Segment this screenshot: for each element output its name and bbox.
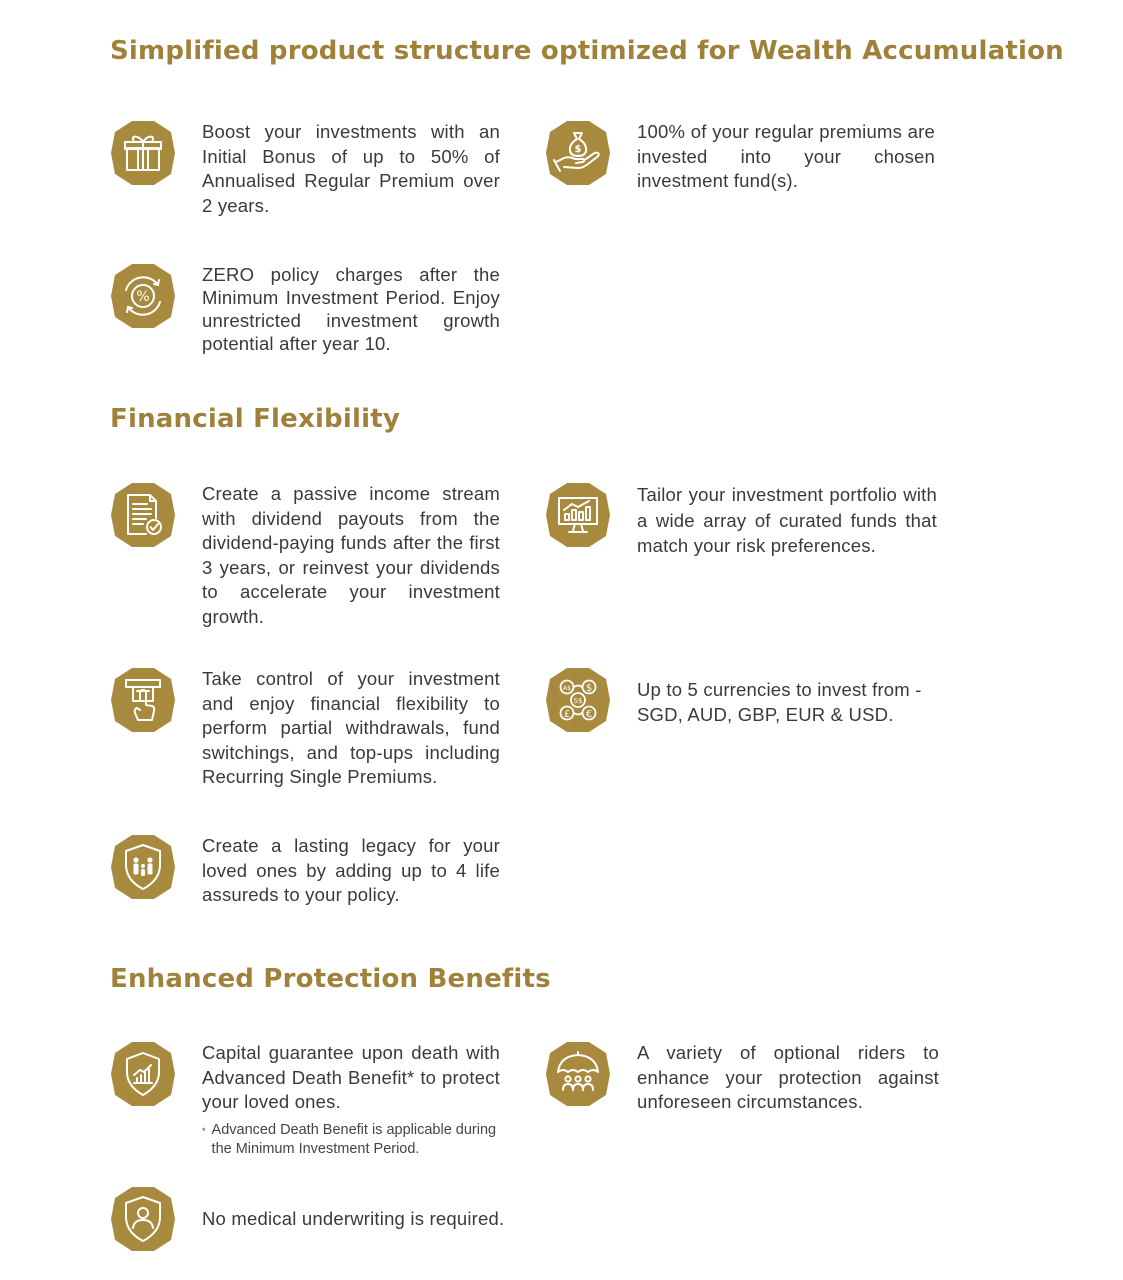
cash-withdrawal-icon	[110, 667, 176, 733]
section-heading-wealth-accumulation: Simplified product structure optimized for Wealth Accumulation	[110, 36, 1064, 66]
footnote-text: Advanced Death Benefit is applicable during the Minimum Investment Period.	[211, 1122, 497, 1157]
section-heading-financial-flexibility: Financial Flexibility	[110, 404, 400, 434]
benefit-text: A variety of optional riders to enhance your protection against unforeseen circumstances.	[637, 1042, 939, 1113]
benefit-text: ZERO policy charges after the Minimum Investment Period. Enjoy unrestricted investment growth potential after year 10.	[202, 264, 500, 354]
footnote-marker: *	[202, 1126, 206, 1136]
person-shield-icon	[110, 1186, 176, 1252]
benefit-text: No medical underwriting is required.	[202, 1208, 505, 1229]
svg-text:S$: S$	[573, 697, 583, 705]
benefit-text: Boost your investments with an Initial Bonus of up to 50% of Annualised Regular Premium over 2 years.	[202, 121, 500, 216]
svg-text:%: %	[136, 289, 150, 305]
benefit-text: Take control of your investment and enjoy financial flexibility to perform partial withdrawals, fund switchings, and top-ups including Recurring Single Premiums.	[202, 668, 500, 788]
svg-text:$: $	[574, 144, 582, 155]
family-shield-icon	[110, 834, 176, 900]
svg-text:£: £	[563, 709, 571, 720]
svg-text:€: €	[585, 709, 593, 720]
section-heading-protection-benefits: Enhanced Protection Benefits	[110, 964, 551, 994]
monitor-chart-icon	[545, 482, 611, 548]
gift-icon	[110, 120, 176, 186]
svg-text:A$: A$	[563, 685, 571, 692]
advanced-death-benefit-footnote	[202, 1121, 502, 1158]
document-check-icon	[110, 482, 176, 548]
benefit-text: Create a passive income stream with dividend payouts from the dividend-paying funds after the first 3 years, or reinvest your dividends to accelerate your investment growth.	[202, 483, 500, 627]
percent-cycle-icon	[110, 263, 176, 329]
money-bag-hand-icon	[545, 120, 611, 186]
currency-exchange-icon	[545, 667, 611, 733]
benefit-text: 100% of your regular premiums are invested into your chosen investment fund(s).	[637, 121, 935, 192]
shield-chart-icon	[110, 1041, 176, 1107]
benefit-text: Tailor your investment portfolio with a wide array of curated funds that match your risk preferences.	[637, 484, 937, 556]
umbrella-people-icon	[545, 1041, 611, 1107]
svg-text:$: $	[585, 683, 593, 694]
benefit-text: Up to 5 currencies to invest from - SGD, AUD, GBP, EUR & USD.	[637, 679, 922, 725]
benefit-text: Capital guarantee upon death with Advanced Death Benefit* to protect your loved ones.	[202, 1042, 500, 1113]
benefit-text: Create a lasting legacy for your loved ones by adding up to 4 life assureds to your policy.	[202, 835, 500, 906]
